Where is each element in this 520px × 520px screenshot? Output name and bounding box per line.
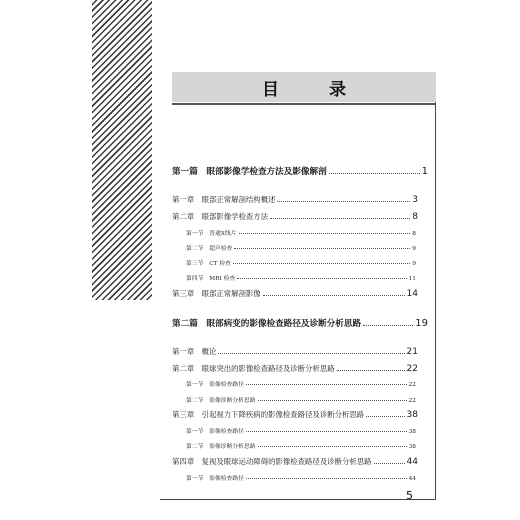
toc-entry-part-2[interactable] <box>172 317 428 329</box>
toc-entry-page: 9 <box>412 261 416 267</box>
toc-entry-section[interactable] <box>186 228 416 237</box>
toc-entry-page: 38 <box>408 444 416 450</box>
toc-entry-section[interactable] <box>186 258 416 267</box>
toc-entry-section[interactable] <box>186 379 416 388</box>
diagonal-hatch-decoration <box>92 0 152 300</box>
title-underline <box>172 103 436 105</box>
toc-entry-label: 第二节 影像诊断分析思路 <box>186 444 256 450</box>
toc-entry-page: 44 <box>408 476 416 482</box>
toc-title: 目 录 <box>172 72 436 102</box>
toc-entry-page: 14 <box>406 289 418 299</box>
toc-entry-label: 第一节 影像检查路径 <box>186 476 244 482</box>
toc-entry-page: 22 <box>408 398 416 404</box>
toc-entry-section[interactable] <box>186 426 416 435</box>
toc-entry-page: 22 <box>408 382 416 388</box>
dot-leader <box>246 478 407 479</box>
toc-entry-label: 第一节 影像检查路径 <box>186 429 244 435</box>
dot-leader <box>374 463 405 464</box>
toc-entry-chapter[interactable] <box>172 194 418 205</box>
dot-leader <box>246 431 407 432</box>
dot-leader <box>277 201 410 202</box>
dot-leader <box>329 173 420 174</box>
toc-entry-label: 第二节 超声检查 <box>186 246 233 252</box>
toc-entry-chapter[interactable] <box>172 346 418 357</box>
toc-entry-page: 8 <box>412 212 418 222</box>
toc-entry-page: 21 <box>406 347 418 357</box>
toc-entry-section[interactable] <box>186 395 416 404</box>
toc-entry-label: 第二章 眼部影像学检查方法 <box>172 212 269 221</box>
toc-entry-label: 第三章 眼部正常解剖影像 <box>172 289 261 298</box>
toc-entry-page: 9 <box>412 246 416 252</box>
toc-entry-section[interactable] <box>186 441 416 450</box>
toc-entry-page: 22 <box>406 364 418 374</box>
toc-entry-label: 第二篇 眼部病变的影像检查路径及诊断分析思路 <box>172 319 362 329</box>
toc-entry-label: 第二节 影像诊断分析思路 <box>186 398 256 404</box>
toc-entry-label: 第四节 MRI 检查 <box>186 276 236 282</box>
toc-entry-section[interactable] <box>186 273 416 282</box>
toc-entry-label: 第一节 影像检查路径 <box>186 382 244 388</box>
toc-entry-page: 1 <box>421 166 428 177</box>
toc-entry-label: 第一节 普通X线片 <box>186 231 237 237</box>
dot-leader <box>363 325 413 326</box>
toc-entry-chapter[interactable] <box>172 363 418 374</box>
dot-leader <box>239 233 411 234</box>
dot-leader <box>237 278 406 279</box>
toc-entry-section[interactable] <box>186 473 416 482</box>
toc-entry-page: 8 <box>412 231 416 237</box>
toc-entry-label: 第一篇 眼部影像学检查方法及影像解剖 <box>172 167 327 177</box>
toc-entry-chapter[interactable] <box>172 409 418 420</box>
toc-entry-page: 3 <box>412 195 418 205</box>
toc-entry-label: 第四章 复视及眼球运动障碍的影像检查路径及诊断分析思路 <box>172 457 372 466</box>
dot-leader <box>234 248 410 249</box>
dot-leader <box>366 416 404 417</box>
dot-leader <box>270 218 410 219</box>
toc-entry-section[interactable] <box>186 243 416 252</box>
toc-entry-page: 11 <box>408 276 416 282</box>
toc-entry-label: 第二章 眼球突出的影像检查路径及诊断分析思路 <box>172 364 335 373</box>
dot-leader <box>258 446 407 447</box>
dot-leader <box>246 384 407 385</box>
toc-entry-label: 第三节 CT 检查 <box>186 261 231 267</box>
dot-leader <box>233 263 410 264</box>
toc-entry-label: 第一章 概论 <box>172 347 217 356</box>
page-number: 5 <box>406 489 413 502</box>
toc-entry-page: 19 <box>415 318 428 329</box>
dot-leader <box>258 400 407 401</box>
toc-entry-page: 38 <box>408 429 416 435</box>
toc-entry-label: 第三章 引起视力下降疾病的影像检查路径及诊断分析思路 <box>172 410 365 419</box>
toc-entry-chapter[interactable] <box>172 211 418 222</box>
dot-leader <box>337 370 405 371</box>
dot-leader <box>218 353 404 354</box>
toc-entry-page: 44 <box>406 457 418 467</box>
toc-entry-label: 第一章 眼部正常解剖结构概述 <box>172 195 276 204</box>
toc-entry-chapter[interactable] <box>172 456 418 467</box>
toc-entry-chapter[interactable] <box>172 288 418 299</box>
dot-leader <box>263 295 405 296</box>
toc-entry-part-1[interactable] <box>172 165 428 177</box>
toc-entry-page: 38 <box>406 410 418 420</box>
